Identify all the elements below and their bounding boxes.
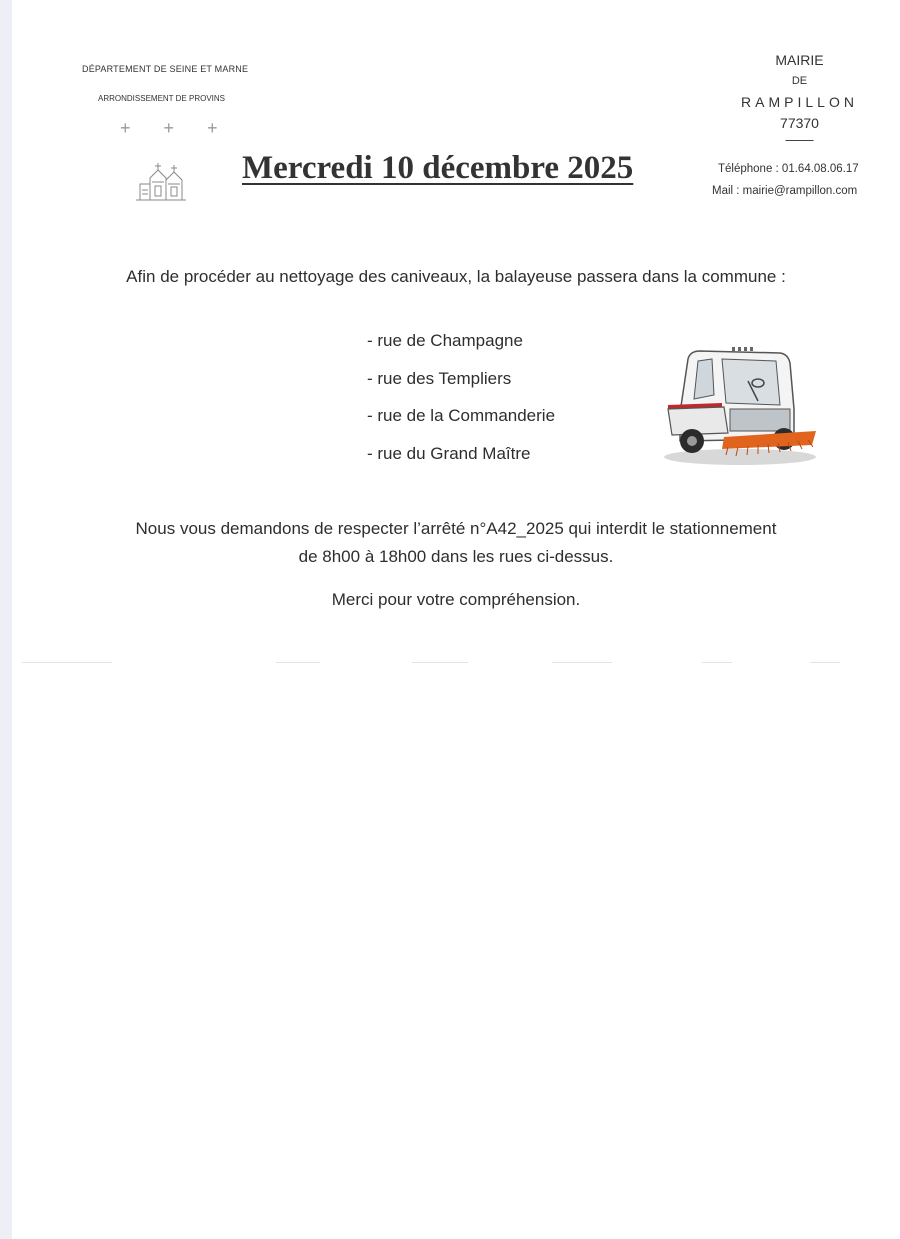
mail-text: Mail : mairie@rampillon.com bbox=[712, 185, 858, 197]
notice-page bbox=[12, 0, 900, 1239]
mairie-line: MAIRIE bbox=[775, 52, 824, 68]
street-item: - rue du Grand Maître bbox=[367, 443, 531, 463]
scan-artifact-line bbox=[276, 662, 320, 663]
parking-notice bbox=[12, 515, 900, 571]
scan-artifact-line bbox=[412, 662, 468, 663]
crosses-ornament: + + + bbox=[120, 118, 232, 138]
phone-text: Téléphone : 01.64.08.06.17 bbox=[718, 163, 859, 175]
street-item: - rue de la Commanderie bbox=[367, 406, 556, 425]
mairie-dash: —— bbox=[785, 131, 814, 147]
mairie-block bbox=[722, 50, 877, 147]
street-sweeper-illustration bbox=[652, 343, 816, 467]
scan-artifact-line bbox=[702, 662, 732, 663]
arrondissement-label: ARRONDISSEMENT DE PROVINS bbox=[98, 94, 225, 103]
contact-block bbox=[712, 158, 892, 202]
page-title: Mercredi 10 décembre 2025 bbox=[242, 150, 634, 186]
intro-paragraph: Afin de procéder au nettoyage des caniveaux, la balayeuse passera dans la commune : bbox=[126, 267, 786, 286]
mairie-de: DE bbox=[791, 75, 808, 87]
thanks-text: Merci pour votre compréhension. bbox=[331, 590, 581, 609]
mairie-postcode: 77370 bbox=[780, 115, 819, 131]
church-logo bbox=[136, 160, 186, 202]
scan-artifact-line bbox=[552, 662, 612, 663]
scan-artifact-line bbox=[810, 662, 840, 663]
department-label: DÉPARTEMENT DE SEINE ET MARNE bbox=[82, 64, 249, 74]
street-item: - rue de Champagne bbox=[367, 331, 523, 350]
street-list bbox=[367, 322, 555, 472]
mairie-town: RAMPILLON bbox=[741, 94, 858, 110]
street-item: - rue des Templiers bbox=[367, 368, 512, 388]
scan-artifact-line bbox=[22, 662, 112, 663]
notice-line-2: de 8h00 à 18h00 dans les rues ci-dessus. bbox=[298, 547, 614, 566]
notice-line-1: Nous vous demandons de respecter l’arrêté n°A42_2025 qui interdit le stationnement bbox=[135, 519, 777, 538]
